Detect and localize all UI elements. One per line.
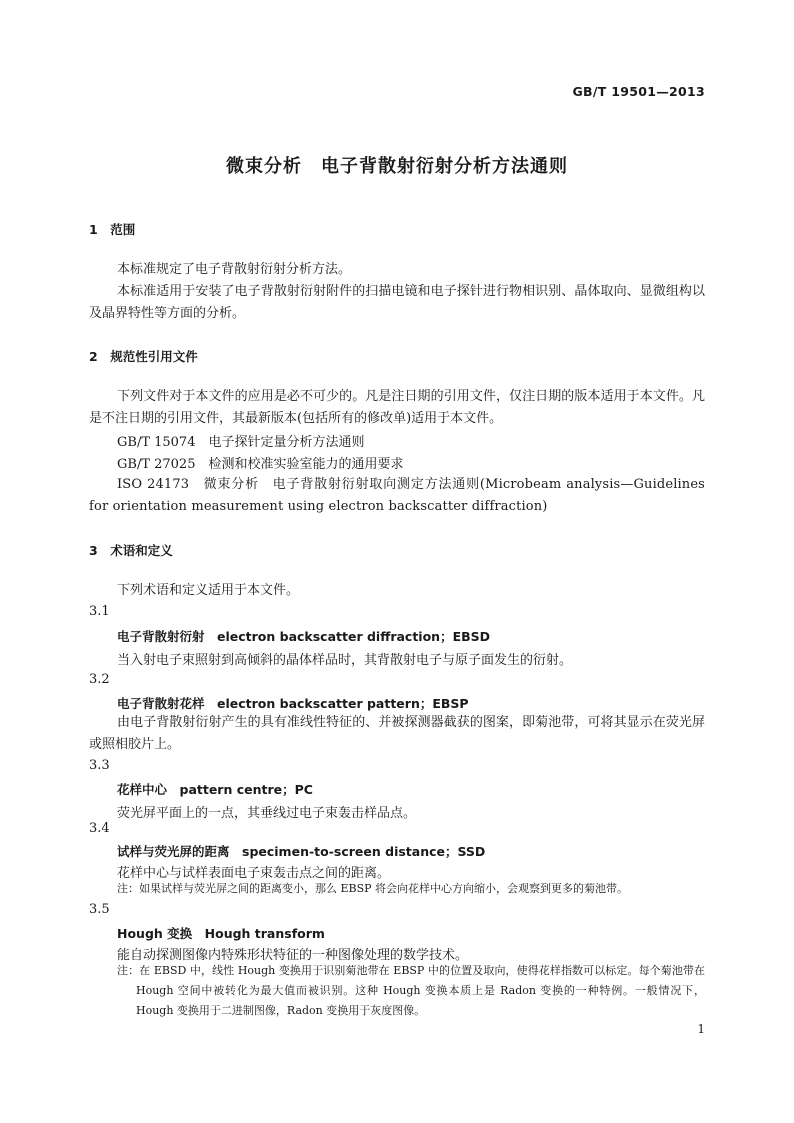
term-3-2-definition: 由电子背散射衍射产生的具有准线性特征的、并被探测器截获的图案，即菊池带，可将其显示在荧光屏或照相胶片上。 bbox=[89, 715, 705, 752]
reference-gbt-15074: GB/T 15074 电子探针定量分析方法通则 bbox=[117, 435, 365, 450]
term-3-5-note: 注：在 EBSD 中，线性 Hough 变换用于识别菊池带在 EBSP 中的位置及取向，使得花样指数可以标定。每个菊池带在 Hough 空间中被转化为最大值而被识别。这种 Hough 变换本质上是 Radon 变换的一种特例。一般情况下，Hough 变换用于二进制图像，Radon 变换用于灰度图像。 bbox=[117, 964, 705, 1017]
standard-id: GB/T 19501—2013 bbox=[572, 84, 705, 99]
document-title: 微束分析 电子背散射衍射分析方法通则 bbox=[226, 156, 568, 177]
section-2-heading: 2 规范性引用文件 bbox=[89, 349, 198, 364]
term-3-5-number: 3.5 bbox=[89, 902, 110, 917]
section-1-paragraph-2: 本标准适用于安装了电子背散射衍射附件的扫描电镜和电子探针进行物相识别、晶体取向、显微组构以及晶界特性等方面的分析。 bbox=[89, 284, 705, 321]
term-3-3-number: 3.3 bbox=[89, 758, 110, 773]
reference-gbt-27025: GB/T 27025 检测和校准实验室能力的通用要求 bbox=[117, 457, 404, 472]
term-3-2-title: 电子背散射花样 electron backscatter pattern；EBSP bbox=[117, 696, 469, 711]
term-3-1-definition: 当入射电子束照射到高倾斜的晶体样品时，其背散射电子与原子面发生的衍射。 bbox=[117, 653, 573, 668]
term-3-5-title: Hough 变换 Hough transform bbox=[117, 926, 325, 941]
term-3-1-number: 3.1 bbox=[89, 604, 110, 619]
term-3-5-definition: 能自动探测图像内特殊形状特征的一种图像处理的数学技术。 bbox=[117, 948, 469, 963]
term-3-3-definition: 荧光屏平面上的一点，其垂线过电子束轰击样品点。 bbox=[117, 806, 417, 821]
section-1-paragraph-1: 本标准规定了电子背散射衍射分析方法。 bbox=[117, 262, 352, 277]
page-number: 1 bbox=[697, 1022, 705, 1036]
section-3-intro: 下列术语和定义适用于本文件。 bbox=[117, 583, 300, 598]
reference-iso-24173: ISO 24173 微束分析 电子背散射衍射取向测定方法通则(Microbeam analysis—Guidelines for orientation measurement using electron backscatter diffraction) bbox=[89, 477, 705, 514]
term-3-4-title: 试样与荧光屏的距离 specimen-to-screen distance；SSD bbox=[117, 844, 486, 859]
section-3-heading: 3 术语和定义 bbox=[89, 543, 173, 558]
term-3-1-title: 电子背散射衍射 electron backscatter diffraction；EBSD bbox=[117, 629, 491, 644]
term-3-2-number: 3.2 bbox=[89, 672, 110, 687]
term-3-3-title: 花样中心 pattern centre；PC bbox=[117, 782, 313, 797]
term-3-4-number: 3.4 bbox=[89, 821, 110, 836]
term-3-4-definition: 花样中心与试样表面电子束轰击点之间的距离。 bbox=[117, 866, 391, 881]
section-2-intro: 下列文件对于本文件的应用是必不可少的。凡是注日期的引用文件，仅注日期的版本适用于本文件。凡是不注日期的引用文件，其最新版本(包括所有的修改单)适用于本文件。 bbox=[89, 389, 705, 426]
section-1-heading: 1 范围 bbox=[89, 222, 136, 237]
term-3-4-note: 注：如果试样与荧光屏之间的距离变小，那么 EBSP 将会向花样中心方向缩小，会观察到更多的菊池带。 bbox=[117, 882, 629, 895]
